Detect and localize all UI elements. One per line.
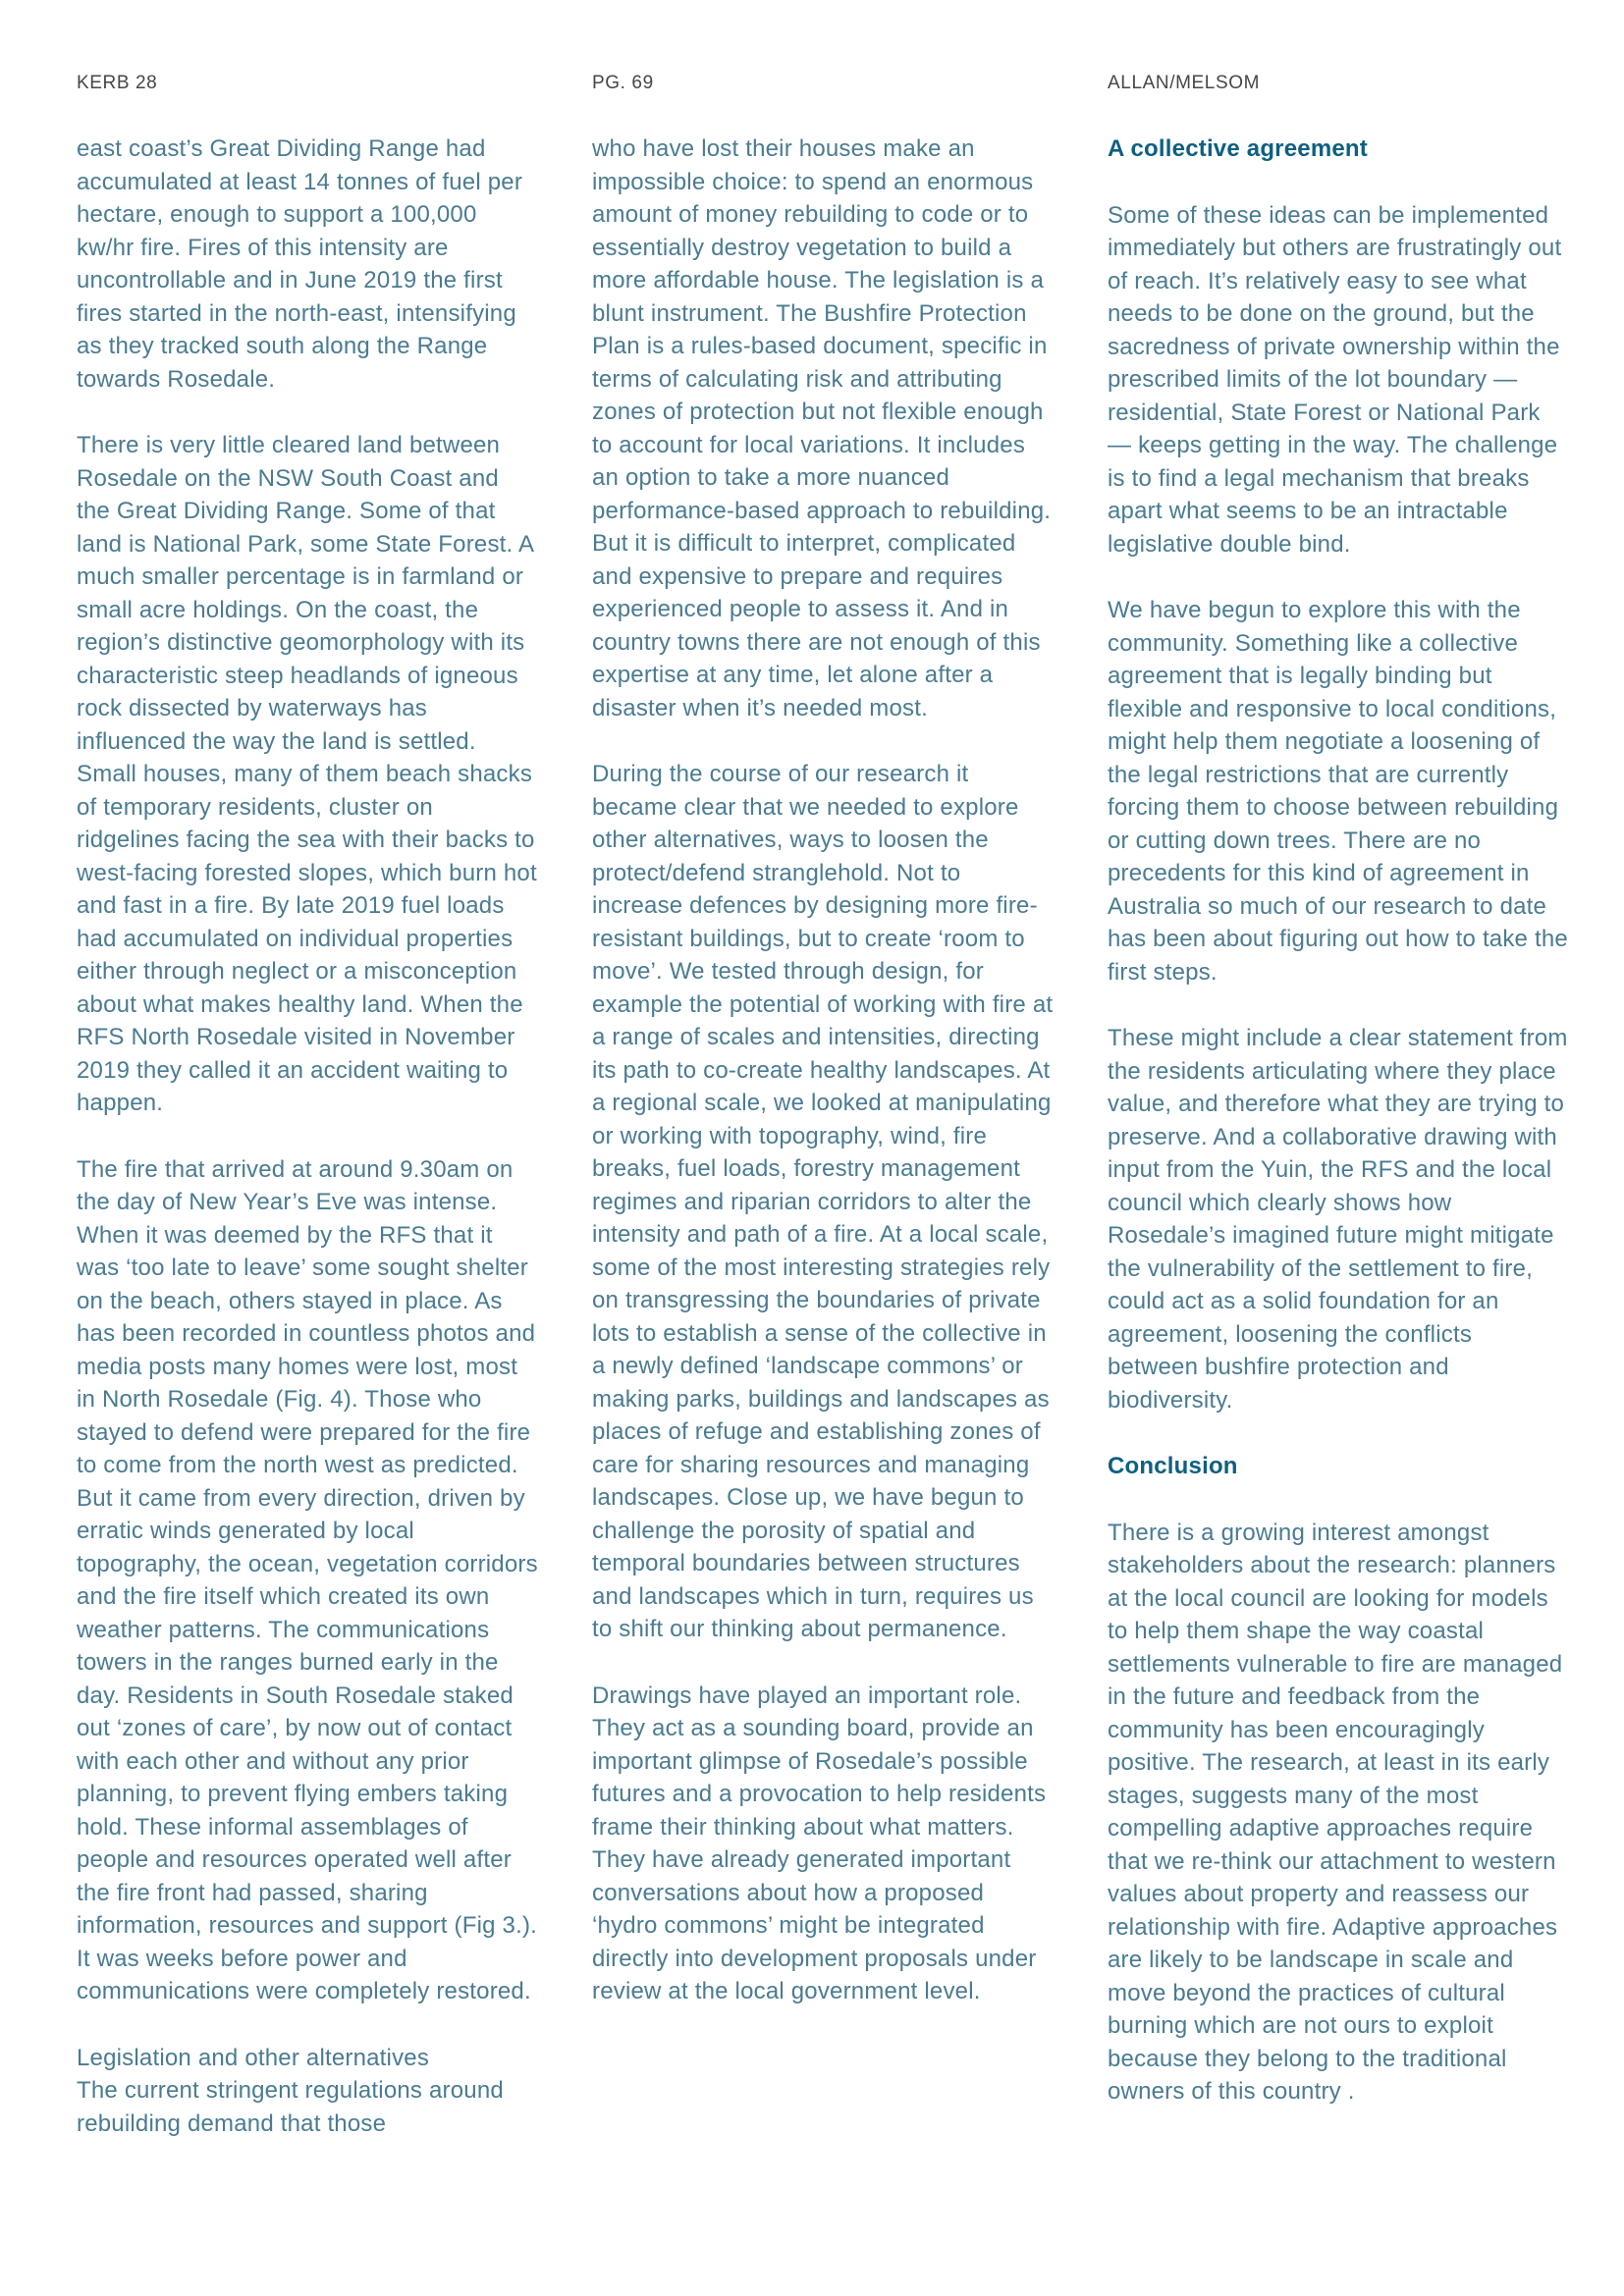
article-body <box>77 133 1568 2173</box>
page-number: PG. 69 <box>592 73 654 93</box>
paragraph-growing-interest: There is a growing interest amongst stakeholders about the research: planners at the local council are looking for models to help them shape the way coastal settlements vulnerable to fire are managed in the future and feedback from the community has been encouragingly positive. The research, at least in its early stages, suggests many of the most compelling adaptive approaches require that we re-think our attachment to western values about property and reassess our relationship with fire. Adaptive approaches are likely to be landscape in scale and move beyond the practices of cultural burning which are not ours to exploit because they belong to the traditional owners of this country . <box>1108 1519 1563 2105</box>
page-header <box>77 73 1551 94</box>
paragraph-impossible-choice: who have lost their houses make an impossible choice: to spend an enormous amount of money rebuilding to code or to essentially destroy vegetation to build a more affordable house. The legislation is a blunt instrument. The Bushfire Protection Plan is a rules-based document, specific in terms of calculating risk and attributing zones of protection but not flexible enough to account for local variations. It includes an option to take a more nuanced performance-based approach to rebuilding. But it is difficult to interpret, complicated and expensive to prepare and requires experienced people to assess it. And in country towns there are not enough of this expertise at any time, let alone after a disaster when it’s needed most. <box>592 135 1052 721</box>
paragraph-regulations-intro: The current stringent regulations around rebuilding demand that those <box>77 2077 504 2137</box>
subheading-legislation: Legislation and other alternatives <box>77 2044 430 2071</box>
paragraph-explore-community: We have begun to explore this with the community. Something like a collective agreement that is legally binding but flexible and responsive to local conditions, might help them negotiate a loosening of the legal restrictions that are currently forcing them to choose between rebuilding or cutting down trees. There are no precedents for this kind of agreement in Australia so much of our research to date has been about figuring out how to take the first steps. <box>1108 597 1568 986</box>
column-3 <box>1108 133 1569 2173</box>
paragraph-nye-fire: The fire that arrived at around 9.30am on the day of New Year’s Eve was intense. When it was deemed by the RFS that it was ‘too late to leave’ some sought shelter on the beach, others stayed in place. As has been recorded in countless photos and media posts many homes were lost, most in North Rosedale (Fig. 4). Those who stayed to defend were prepared for the fire to come from the north west as predicted. But it came from every direction, driven by erratic winds generated by local topography, the ocean, vegetation corridors and the fire itself which created its own weather patterns. The communications towers in the ranges burned early in the day. Residents in South Rosedale staked out ‘zones of care’, by now out of contact with each other and without any prior planning, to prevent flying embers taking hold. These informal assemblages of people and resources operated well after the fire front had passed, sharing information, resources and support (Fig 3.). It was weeks before power and communications were completely restored. <box>77 1155 538 2004</box>
section-heading-collective-agreement: A collective agreement <box>1108 135 1368 162</box>
column-2 <box>592 133 1054 2173</box>
column-1 <box>77 133 538 2173</box>
paragraph-research-alternatives: During the course of our research it became clear that we needed to explore other alternatives, ways to loosen the protect/defend stranglehold. Not to increase defences by designing more fire-resistant buildings, but to create ‘room to move’. We tested through design, for example the potential of working with fire at a range of scales and intensities, directing its path to co-create healthy landscapes. At a regional scale, we looked at manipulating or working with topography, wind, fire breaks, fuel loads, forestry management regimes and riparian corridors to alter the intensity and path of a fire. At a local scale, some of the most interesting strategies rely on transgressing the boundaries of private lots to establish a sense of the collective in a newly defined ‘landscape commons’ or making parks, buildings and landscapes as places of refuge and establishing zones of care for sharing resources and managing landscapes. Close up, we have begun to challenge the porosity of spatial and temporal boundaries between structures and landscapes which in turn, requires us to shift our thinking about permanence. <box>592 761 1054 1642</box>
paragraph-clear-statement: These might include a clear statement from the residents articulating where they place value, and therefore what they are trying to preserve. And a collaborative drawing with input from the Yuin, the RFS and the local council which clearly shows how Rosedale’s imagined future might mitigate the vulnerability of the settlement to fire, could act as a solid foundation for an agreement, loosening the conflicts between bushfire protection and biodiversity. <box>1108 1025 1568 1414</box>
journal-title: KERB 28 <box>77 73 158 93</box>
author-names: ALLAN/MELSOM <box>1108 73 1261 93</box>
paragraph-drawings-role: Drawings have played an important role. They act as a sounding board, provide an important glimpse of Rosedale’s possible futures and a provocation to help residents frame their thinking about what matters. They have already generated important conversations about how a proposed ‘hydro commons’ might be integrated directly into development proposals under review at the local government level. <box>592 1682 1047 2004</box>
paragraph-cleared-land: There is very little cleared land between Rosedale on the NSW South Coast and the Great Dividing Range. Some of that land is National Park, some State Forest. A much smaller percentage is in farmland or small acre holdings. On the coast, the region’s distinctive geomorphology with its characteristic steep headlands of igneous rock dissected by waterways has influenced the way the land is settled. Small houses, many of them beach shacks of temporary residents, cluster on ridgelines facing the sea with their backs to west-facing forested slopes, which burn hot and fast in a fire. By late 2019 fuel loads had accumulated on individual properties either through neglect or a misconception about what makes healthy land. When the RFS North Rosedale visited in November 2019 they called it an accident waiting to happen. <box>77 432 537 1116</box>
paragraph-ideas-implemented: Some of these ideas can be implemented immediately but others are frustratingly out of reach. It’s relatively easy to see what needs to be done on the ground, but the sacredness of private ownership within the prescribed limits of the lot boundary — residential, State Forest or National Park — keeps getting in the way. The challenge is to find a legal mechanism that breaks apart what seems to be an intractable legislative double bind. <box>1108 201 1562 558</box>
section-heading-conclusion: Conclusion <box>1108 1453 1238 1479</box>
paragraph-fuel-loads: east coast’s Great Dividing Range had accumulated at least 14 tonnes of fuel per hectare, enough to support a 100,000 kw/hr fire. Fires of this intensity are uncontrollable and in June 2019 the first fires started in the north-east, intensifying as they tracked south along the Range towards Rosedale. <box>77 135 523 393</box>
